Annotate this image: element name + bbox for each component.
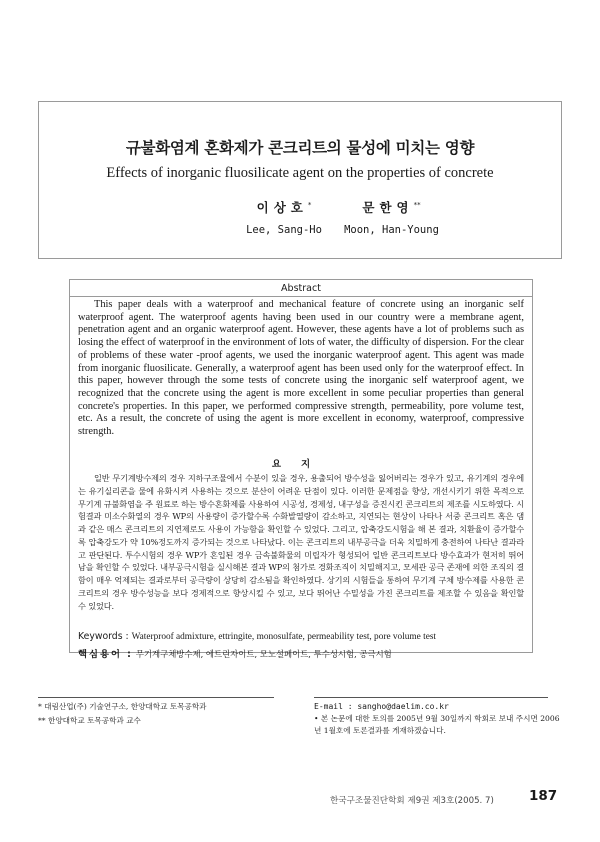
abstract-box <box>69 279 533 660</box>
keywords-korean-label: 핵심용어 : <box>78 649 133 660</box>
keywords-korean-list: 무기계구체방수제, 에트린자이트, 모노설페이트, 투수성시험, 공극시험 <box>135 649 392 659</box>
author-2 <box>329 198 454 236</box>
paper-title-korean: 규불화염계 혼화제가 콘크리트의 물성에 미치는 영향 <box>125 139 475 157</box>
keywords-korean <box>78 646 526 660</box>
email-footnote: E-mail : sangho@daelim.co.kr <box>314 702 449 711</box>
author-2-korean-name: 문한영 <box>362 200 414 215</box>
abstract-heading: Abstract <box>281 283 321 294</box>
author-1-mark: * <box>307 200 312 209</box>
title-box <box>38 101 562 259</box>
summary-heading: 요지 <box>271 459 331 470</box>
journal-citation: 한국구조물진단학회 제9권 제3호(2005. 7) <box>330 796 494 806</box>
author-2-mark: ** <box>413 200 421 209</box>
author-1 <box>224 198 344 236</box>
footnote-divider-left <box>38 697 274 698</box>
footnote-divider-right <box>314 697 548 698</box>
author-1-korean-name: 이상호 <box>256 200 308 215</box>
paper-title-english: Effects of inorganic fluosilicate agent on the properties of concrete <box>106 165 494 181</box>
author-1-english-name: Lee, Sang-Ho <box>246 224 322 236</box>
keywords-english <box>78 631 526 642</box>
keywords-label: Keywords : <box>78 631 129 642</box>
keywords-english-list: Waterproof admixture, ettringite, monosulfate, permeability test, pore volume test <box>131 632 437 642</box>
abstract-divider <box>70 296 532 297</box>
page-number: 187 <box>529 788 558 804</box>
abstract-text: This paper deals with a waterproof and mechanical feature of concrete using an inorganic self waterproof agent. The waterproof agents having been used in our country were a membrane agent, penetration agent and an organic waterproof agent. However, these agents have a lot of problems such as losing the effect of waterproof in the environment of lots of water, the difficulty of dispersion. For the clear of problems of these water -proof agents, we used the inorganic waterproof agent. This agent was made from inorganic fluosilicate. Generally, a waterproof agent has been used only for the waterproof effect. In this paper, however through the some tests of concrete using the inorganic self waterproof agent, we recognized that the concrete using the agent is more excellent in some peculiar properties than general concrete's properties. In this paper, we performed compressive strength, permeability, pore volume test, etc. As a result, the concrete of using the agent is more excellent in economy, waterproof, compressive strength. <box>78 299 524 438</box>
affiliation-footnote-2: ** 한양대학교 토목공학과 교수 <box>38 716 141 725</box>
discussion-note: • 본 논문에 대한 토의를 2005년 9월 30일까지 학회로 보내 주시면 2006년 1월호에 토론결과를 게재하겠습니다. <box>314 714 560 735</box>
author-2-english-name: Moon, Han-Young <box>344 224 439 236</box>
summary-text: 일반 무기계방수제의 경우 지하구조물에서 수분이 있을 경우, 용출되어 방수성을 잃어버리는 경우가 있고, 유기계의 경우에는 유기실리콘을 물에 유화시켜 사용하는 것으로 분산이 어려운 단점이 있다. 이러한 문제점을 향상, 개선시키기 위한 목적으로 무기계 규불화염을 주 원료로 하는 방수혼화제를 사용하여 시공성, 경제성, 내구성을 증진시킨 콘크리트의 제조를 시도하였다. 시험결과 미소수화열의 경우 WP의 사용량이 증가할수록 수화발열량이 감소하고, 지연되는 현상이 나타나 서중 콘크리트 혹은 댐과 같은 매스 콘크리트의 지연제로도 사용이 가능함을 확인할 수 있었다. 그리고, 압축강도시험을 해 본 결과, 치환율이 증가할수록 압축강도가 약 10%정도까지 증가되는 것으로 나타났다. 이는 콘크리트의 내부공극을 더욱 치밀하게 충전하여 나타난 결과라고 판단된다. 투수시험의 경우 WP가 혼입된 경우 금속불화물의 미립자가 형성되어 일반 콘크리트보다 방수효과가 현저히 뛰어남을 확인할 수 있었다. 내부공극시험을 실시해본 결과 WP의 첨가로 경화조직이 치밀해지고, 모세관 공극 존재에 의한 조직의 결함이 매우 억제되는 결과로부터 공극량이 상당히 감소됨을 확인하였다. 상기의 시험들을 통하여 무기계 구체 방수제를 사용한 콘크리트의 경우 방수성능을 보다 경제적으로 향상시킬 수 있고, 보다 뛰어난 수밀성을 가진 콘크리트를 제조할 수 있음을 확인할 수 있었다. <box>78 473 524 611</box>
affiliation-footnote-1: * 대림산업(주) 기술연구소, 한양대학교 토목공학과 <box>38 702 207 711</box>
